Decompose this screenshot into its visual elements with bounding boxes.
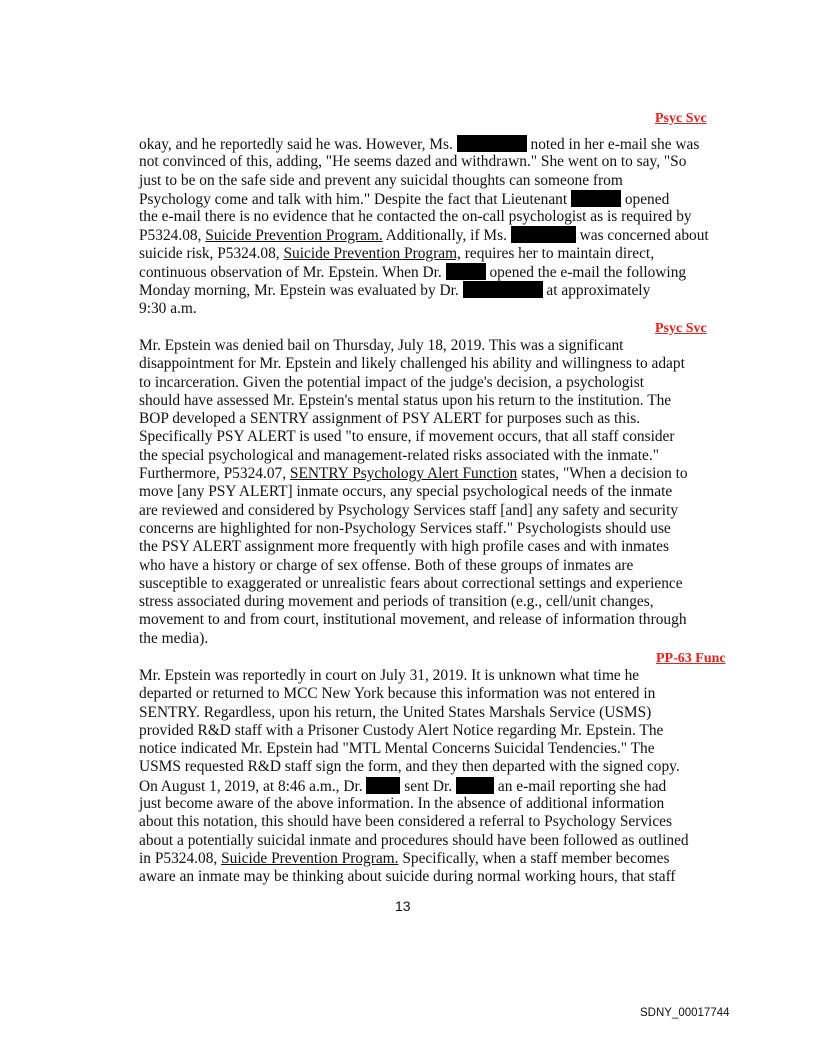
- text-line: P5324.08, Suicide Prevention Program. Additionally, if Ms. was concerned about: [139, 227, 709, 245]
- text-line: Specifically PSY ALERT is used "to ensure, if movement occurs, that all staff consider: [139, 428, 675, 446]
- text-line: not convinced of this, adding, "He seems dazed and withdrawn." She went on to say, "So: [139, 153, 687, 171]
- text-line: move [any PSY ALERT] inmate occurs, any special psychological needs of the inmate: [139, 483, 673, 501]
- redaction-box: [457, 135, 527, 152]
- text-line: the PSY ALERT assignment more frequently with high profile cases and with inmates: [139, 538, 669, 556]
- redaction-box: [571, 190, 621, 207]
- text-line: to incarceration. Given the potential impact of the judge's decision, a psychologist: [139, 373, 644, 391]
- text-line: aware an inmate may be thinking about suicide during normal working hours, that staff: [139, 868, 676, 886]
- text-line: continuous observation of Mr. Epstein. When Dr. opened the e-mail the following: [139, 264, 687, 282]
- text-line: susceptible to exaggerated or unrealistic fears about correctional settings and experience: [139, 574, 683, 592]
- text-line: just become aware of the above information. In the absence of additional information: [139, 795, 665, 813]
- policy-title-link: Suicide Prevention Program.: [221, 849, 399, 867]
- text-line: departed or returned to MCC New York because this information was not entered in: [139, 685, 656, 703]
- text-line: provided R&D staff with a Prisoner Custody Alert Notice regarding Mr. Epstein. The: [139, 721, 664, 739]
- redaction-box: [456, 777, 494, 794]
- text-line: notice indicated Mr. Epstein had "MTL Mental Concerns Suicidal Tendencies." The: [139, 740, 655, 758]
- paragraph-3: [139, 667, 729, 887]
- section-tag-pp-63-func: PP-63 Func: [656, 651, 726, 666]
- section-tag-psyc-svc-1: Psyc Svc: [655, 111, 707, 126]
- text-line: okay, and he reportedly said he was. However, Ms. noted in her e-mail she was: [139, 136, 700, 153]
- text-line: are reviewed and considered by Psychology Services staff [and] any safety and security: [139, 501, 679, 519]
- paragraph-1: [139, 135, 729, 318]
- text-line: who have a history or charge of sex offense. Both of these groups of inmates are: [139, 556, 634, 574]
- text-line: movement to and from court, institutional movement, and release of information through: [139, 611, 687, 629]
- bates-number: SDNY_00017744: [640, 1007, 730, 1019]
- text-line: about this notation, this should have been considered a referral to Psychology Services: [139, 813, 672, 831]
- text-line: Mr. Epstein was reportedly in court on July 31, 2019. It is unknown what time he: [139, 667, 640, 684]
- redaction-box: [446, 263, 486, 280]
- text-line: Monday morning, Mr. Epstein was evaluated by Dr. at approximately: [139, 282, 651, 300]
- redaction-box: [511, 226, 576, 243]
- text-line: On August 1, 2019, at 8:46 a.m., Dr. sent Dr. an e-mail reporting she had: [139, 777, 667, 795]
- text-line: the media).: [139, 629, 209, 647]
- page-number: 13: [395, 898, 411, 914]
- text-line: suicide risk, P5324.08, Suicide Prevention Program, requires her to maintain direct,: [139, 244, 655, 262]
- section-tag-psyc-svc-2: Psyc Svc: [655, 321, 707, 336]
- redaction-box: [366, 777, 400, 794]
- redaction-box: [463, 281, 543, 298]
- text-line: stress associated during movement and periods of transition (e.g., cell/unit changes,: [139, 593, 654, 611]
- text-line: disappointment for Mr. Epstein and likely challenged his ability and willingness to adapt: [139, 355, 685, 373]
- text-line: about a potentially suicidal inmate and procedures should have been followed as outlined: [139, 831, 689, 849]
- text-line: USMS requested R&D staff sign the form, and they then departed with the signed copy.: [139, 758, 680, 776]
- text-line: just to be on the safe side and prevent any suicidal thoughts can someone from: [139, 171, 623, 189]
- text-line: 9:30 a.m.: [139, 299, 197, 317]
- policy-title-link: SENTRY Psychology Alert Function: [289, 465, 518, 483]
- text-line: the special psychological and management-related risks associated with the inmate.": [139, 446, 659, 464]
- text-line: concerns are highlighted for non-Psychology Services staff." Psychologists should use: [139, 519, 671, 537]
- text-line: Mr. Epstein was denied bail on Thursday, July 18, 2019. This was a significant: [139, 337, 624, 354]
- paragraph-2: [139, 337, 729, 648]
- policy-title-link: Suicide Prevention Program.: [205, 227, 383, 245]
- text-line: Psychology come and talk with him." Despite the fact that Lieutenant opened: [139, 190, 670, 208]
- text-line: in P5324.08, Suicide Prevention Program. Specifically, when a staff member becomes: [139, 849, 670, 867]
- text-line: SENTRY. Regardless, upon his return, the United States Marshals Service (USMS): [139, 703, 652, 721]
- text-line: BOP developed a SENTRY assignment of PSY ALERT for purposes such as this.: [139, 410, 641, 428]
- text-line: should have assessed Mr. Epstein's mental status upon his return to the institution. The: [139, 391, 672, 409]
- text-line: Furthermore, P5324.07, SENTRY Psychology Alert Function states, "When a decision to: [139, 465, 688, 483]
- policy-title-link: Suicide Prevention Program,: [283, 244, 461, 262]
- text-line: the e-mail there is no evidence that he contacted the on-call psychologist as is required by: [139, 208, 692, 226]
